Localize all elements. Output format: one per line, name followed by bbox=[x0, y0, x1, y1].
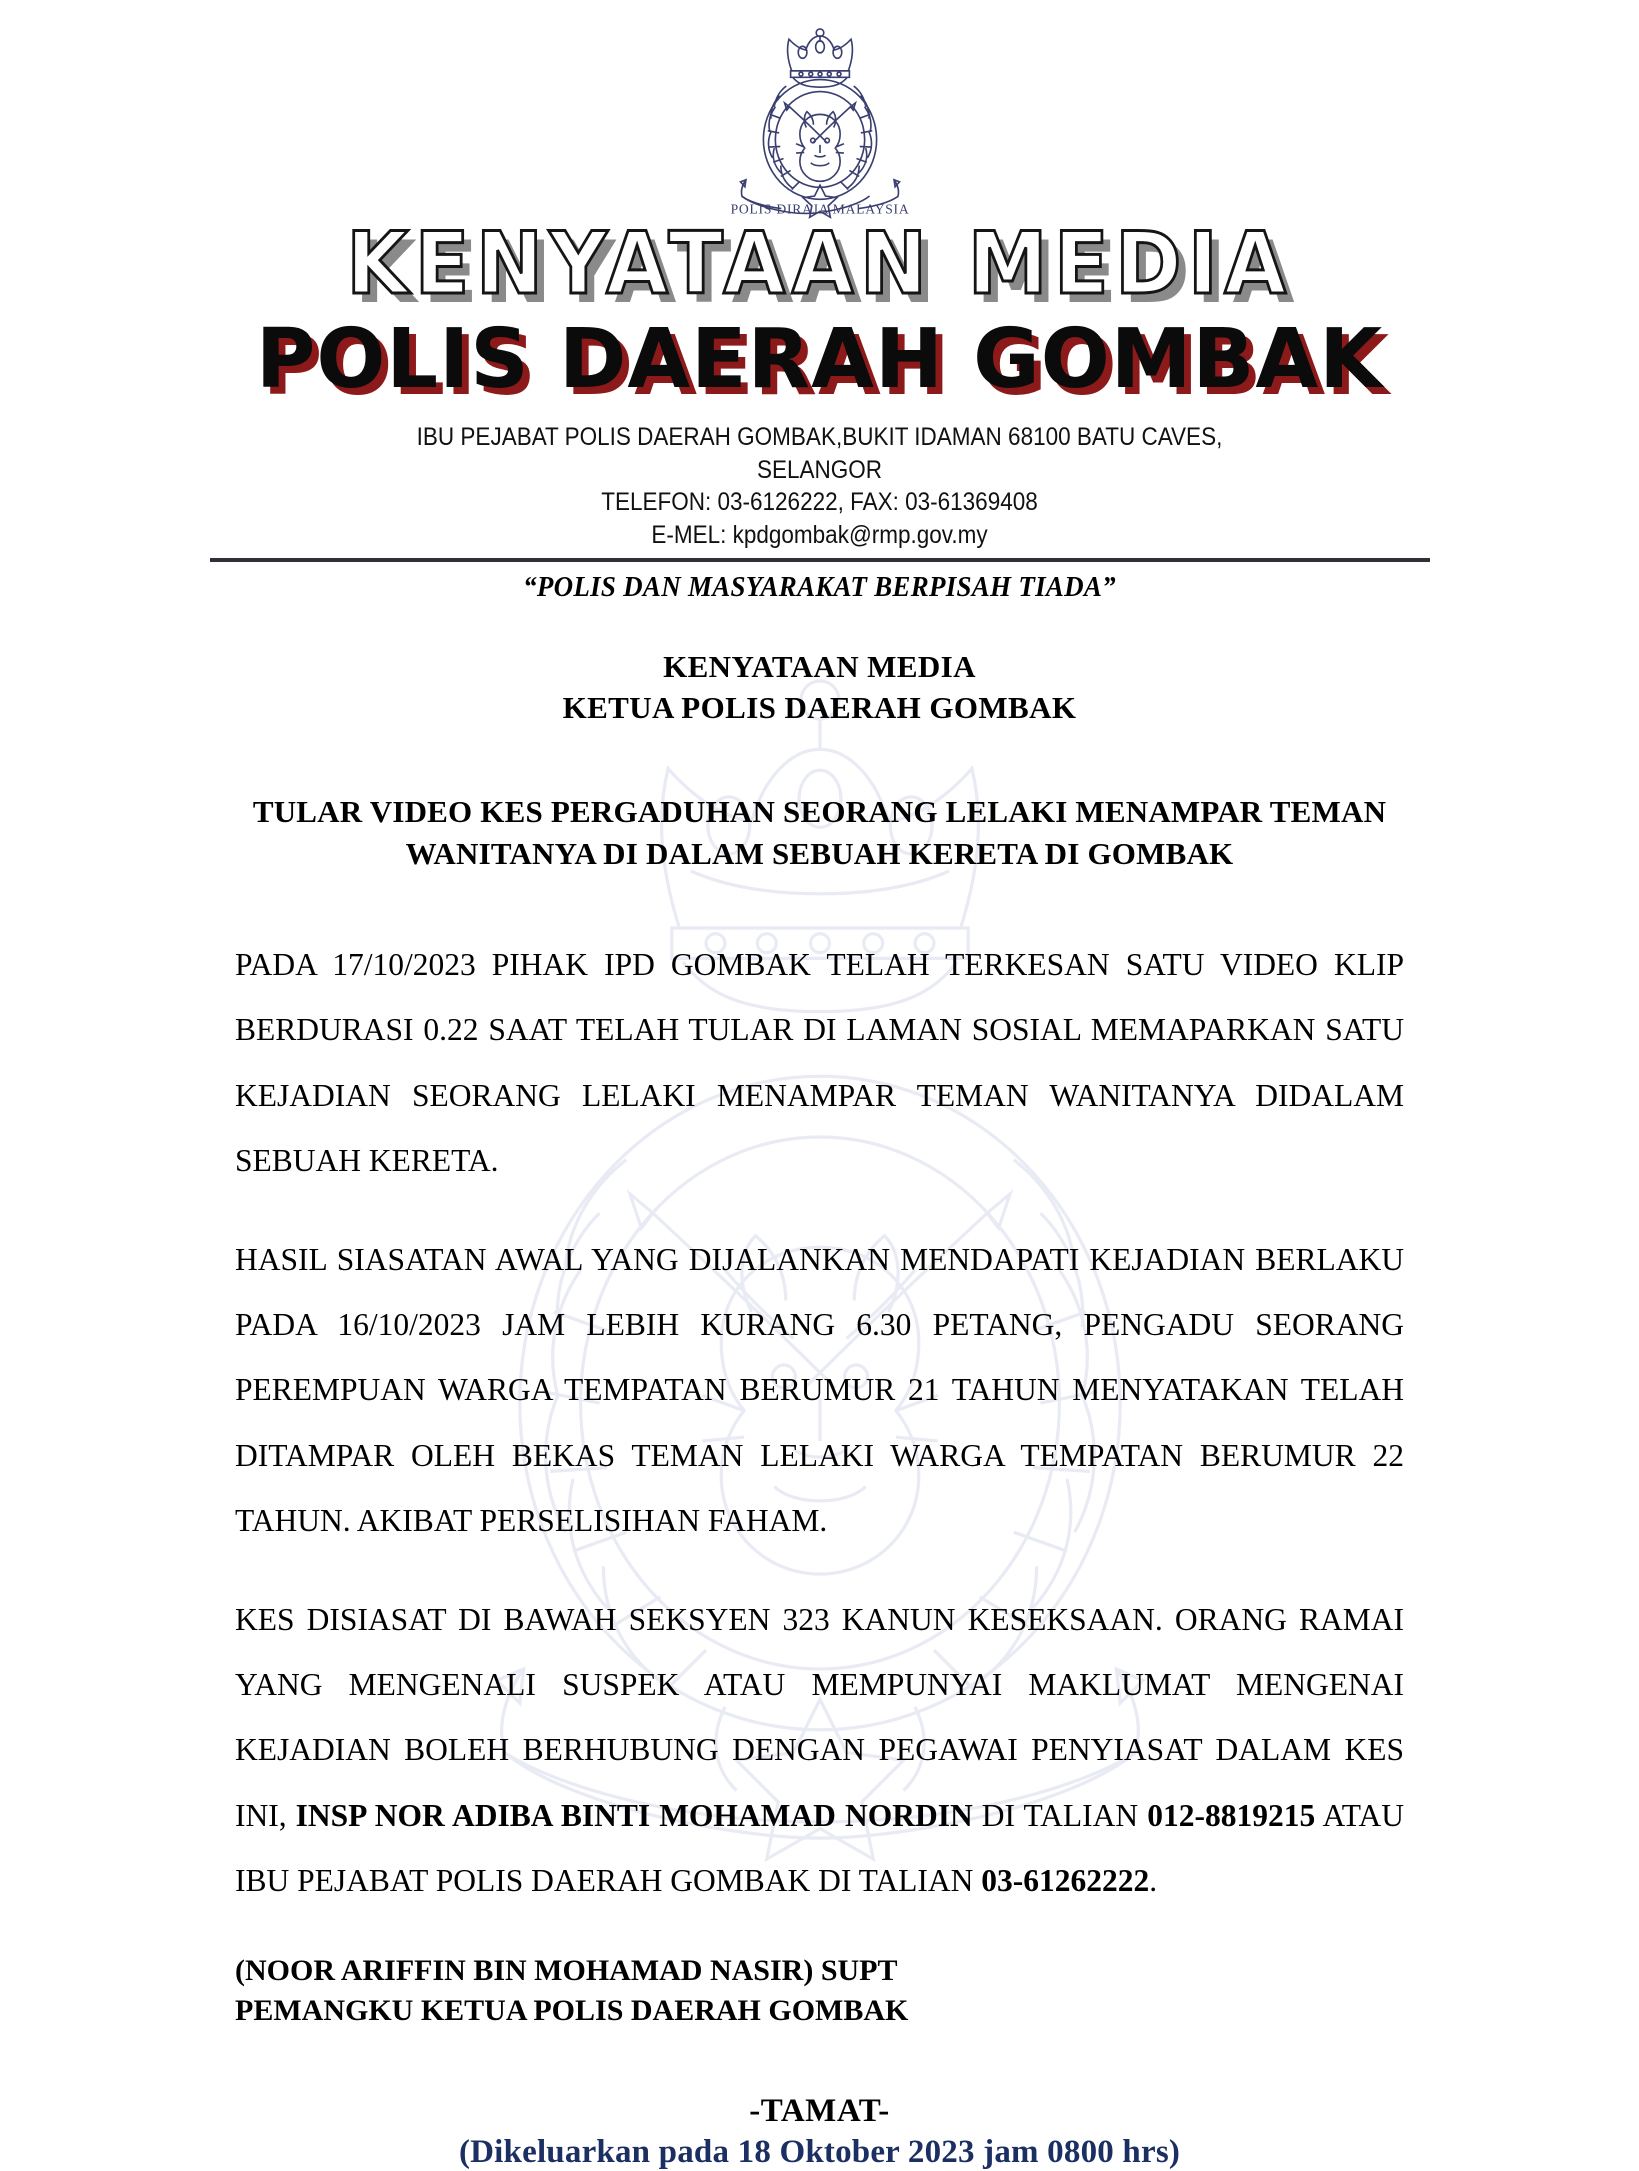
headquarters-phone-number: 03-61262222 bbox=[981, 1862, 1150, 1898]
pdrm-crest-icon bbox=[710, 24, 930, 220]
document-heading bbox=[0, 646, 1639, 728]
paragraph3-text-part3: ATAU IBU PEJABAT POLIS DAERAH GOMBAK DI TALIAN bbox=[235, 1797, 1404, 1898]
signatory-name: (NOOR ARIFFIN BIN MOHAMAD NASIR) SUPT bbox=[235, 1953, 898, 1987]
body-paragraph-1: PADA 17/10/2023 PIHAK IPD GOMBAK TELAH TERKESAN SATU VIDEO KLIP BERDURASI 0.22 SAAT TELAH TULAR DI LAMAN SOSIAL MEMAPARKAN SATU KEJADIAN SEORANG LELAKI MENAMPAR TEMAN WANITANYA DIDALAM SEBUAH KERETA. bbox=[235, 947, 1404, 1178]
heading-line-2: KETUA POLIS DAERAH GOMBAK bbox=[562, 690, 1077, 726]
officer-phone-number: 012-8819215 bbox=[1147, 1797, 1316, 1833]
body-paragraph-3 bbox=[235, 1587, 1404, 1913]
paragraph3-text-part4: . bbox=[1149, 1862, 1158, 1898]
letterhead-crest bbox=[0, 0, 1639, 220]
signature-block bbox=[235, 1951, 1639, 2031]
heading-line-1: KENYATAAN MEDIA bbox=[663, 649, 976, 685]
letterhead-address-block bbox=[82, 421, 1557, 551]
paragraph3-text-part2: DI TALIAN bbox=[972, 1797, 1148, 1833]
document-body bbox=[235, 932, 1404, 1913]
banner-title-line2: POLIS DAERAH GOMBAK bbox=[255, 312, 1384, 408]
paragraph3-text-part1: KES DISIASAT DI BAWAH SEKSYEN 323 KANUN KESEKSAAN. ORANG RAMAI YANG MENGENALI SUSPEK ATAU MEMPUNYAI MAKLUMAT MENGENAI KEJADIAN BOLEH BERHUBUNG DENGAN PEGAWAI PENYIASAT DALAM KES INI, bbox=[235, 1601, 1404, 1833]
end-marker: -TAMAT- bbox=[749, 2092, 890, 2129]
subject-line-2: WANITANYA DI DALAM SEBUAH KERETA DI GOMBAK bbox=[405, 836, 1234, 872]
address-line-1: IBU PEJABAT POLIS DAERAH GOMBAK,BUKIT IDAMAN 68100 BATU CAVES, bbox=[416, 423, 1223, 452]
svg-text:POLIS DIRAJA MALAYSIA: POLIS DIRAJA MALAYSIA bbox=[730, 201, 909, 217]
subject-title bbox=[150, 791, 1489, 877]
banner-title-line1: KENYATAAN MEDIA bbox=[346, 214, 1293, 314]
body-paragraph-2: HASIL SIASATAN AWAL YANG DIJALANKAN MENDAPATI KEJADIAN BERLAKU PADA 16/10/2023 JAM LEBIH KURANG 6.30 PETANG, PENGADU SEORANG PEREMPUAN WARGA TEMPATAN BERUMUR 21 TAHUN MENYATAKAN TELAH DITAMPAR OLEH BEKAS TEMAN LELAKI WARGA TEMPATAN BERUMUR 22 TAHUN. AKIBAT PERSELISIHAN FAHAM. bbox=[235, 1241, 1404, 1538]
letterhead-divider bbox=[210, 558, 1430, 562]
address-line-2: SELANGOR bbox=[756, 455, 883, 484]
investigating-officer-name: INSP NOR ADIBA BINTI MOHAMAD NORDIN bbox=[295, 1797, 973, 1833]
signatory-title: PEMANGKU KETUA POLIS DAERAH GOMBAK bbox=[235, 1993, 909, 2027]
subject-line-1: TULAR VIDEO KES PERGADUHAN SEORANG LELAKI MENAMPAR TEMAN bbox=[252, 793, 1387, 829]
police-motto: “POLIS DAN MASYARAKAT BERPISAH TIADA” bbox=[523, 571, 1116, 604]
telephone-fax-line: TELEFON: 03-6126222, FAX: 03-61369408 bbox=[601, 488, 1038, 517]
email-line: E-MEL: kpdgombak@rmp.gov.my bbox=[651, 520, 988, 549]
release-timestamp: (Dikeluarkan pada 18 Oktober 2023 jam 0800 hrs) bbox=[458, 2133, 1181, 2170]
